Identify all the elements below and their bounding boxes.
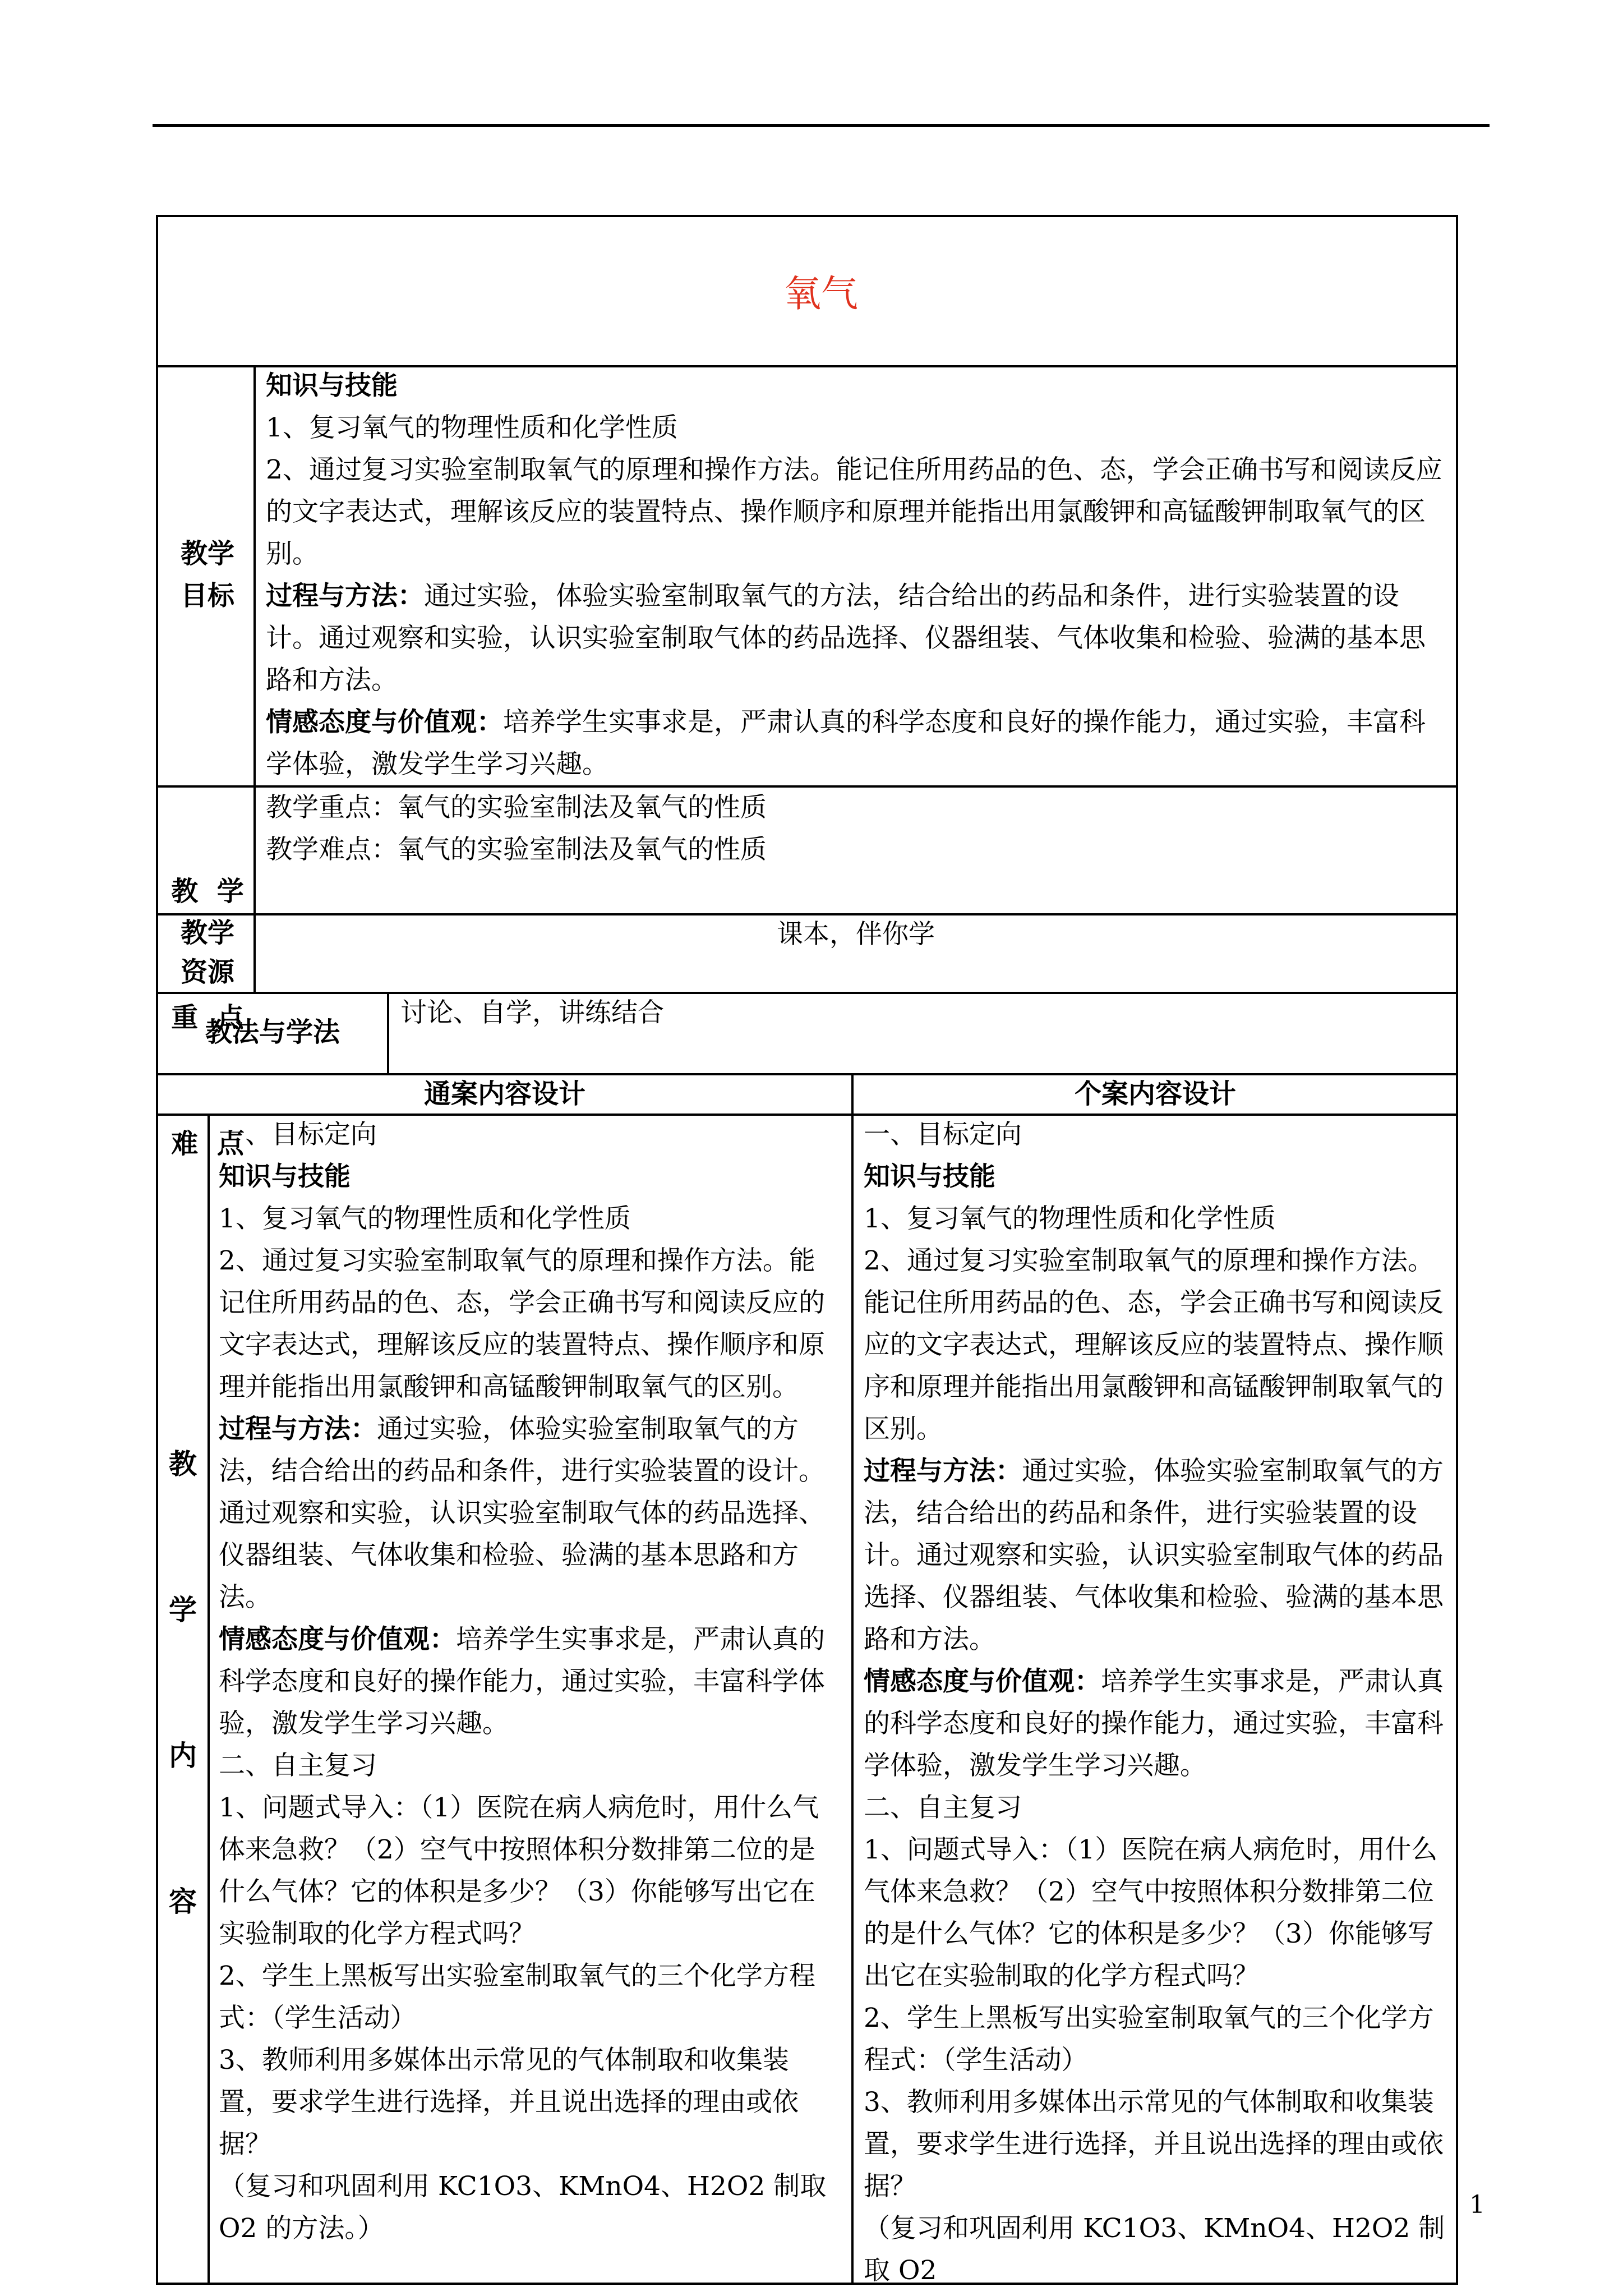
objectives-attitude: 情感态度与价值观：培养学生实事求是，严肃认真的科学态度和良好的操作能力，通过实验，丰富科学体验，激发学生学习兴趣。 xyxy=(266,707,1426,780)
individual-content xyxy=(864,1114,1447,2292)
section-skills-heading: 知识与技能 xyxy=(219,1161,351,1192)
col-divider xyxy=(253,365,256,992)
section-review: 二、自主复习 xyxy=(864,1792,1022,1823)
objectives-process: 过程与方法：通过实验，体验实验室制取氧气的方法，结合给出的药品和条件，进行实验装置的设计。通过观察和实验，认识实验室制取气体的药品选择、仪器组装、气体收集和检验、验满的基本思路和方法。 xyxy=(266,581,1426,696)
review-question-2: 2、学生上黑板写出实验室制取氧气的三个化学方程式：（学生活动） xyxy=(864,2003,1434,2076)
content-item-2: 2、通过复习实验室制取氧气的原理和操作方法。能记住所用药品的色、态，学会正确书写和阅读反应的文字表达式，理解该反应的装置特点、操作顺序和原理并能指出用氯酸钾和高锰酸钾制取氧气的区别。 xyxy=(219,1245,825,1402)
teaching-focus: 教学重点：氧气的实验室制法及氧气的性质 xyxy=(266,792,767,823)
resources-label: 教学 资源 xyxy=(180,917,234,988)
side-label-char: 内 xyxy=(169,1739,197,1772)
key-points-label: 教 学 重 点 难 点 xyxy=(171,876,244,1159)
page-title: 氧气 xyxy=(784,272,858,315)
resources-value: 课本，伴你学 xyxy=(777,919,935,950)
review-question-1: 1、问题式导入：（1）医院在病人病危时，用什么气体来急救？（2）空气中按照体积分数排第二位的是什么气体？它的体积是多少？（3）你能够写出它在实验制取的化学方程式吗？ xyxy=(864,1834,1438,1991)
content-item-1: 1、复习氧气的物理性质和化学性质 xyxy=(219,1203,631,1234)
side-label-char: 容 xyxy=(169,1885,197,1918)
column-header-individual: 个案内容设计 xyxy=(1074,1078,1236,1110)
content-attitude: 情感态度与价值观：培养学生实事求是，严肃认真的科学态度和良好的操作能力，通过实验，丰富科学体验，激发学生学习兴趣。 xyxy=(864,1666,1444,1781)
teaching-difficulty: 教学难点：氧气的实验室制法及氧气的性质 xyxy=(266,834,767,865)
content-attitude: 情感态度与价值观：培养学生实事求是，严肃认真的科学态度和良好的操作能力，通过实验，丰富科学体验，激发学生学习兴趣。 xyxy=(219,1624,825,1739)
review-question-3: 3、教师利用多媒体出示常见的气体制取和收集装置，要求学生进行选择，并且说出选择的理由或依据？ xyxy=(219,2045,799,2160)
section-goal: 一、目标定向 xyxy=(219,1119,377,1150)
col-divider xyxy=(851,1073,854,2285)
review-question-3: 3、教师利用多媒体出示常见的气体制取和收集装置，要求学生进行选择，并且说出选择的理由或依据？ xyxy=(864,2087,1444,2202)
objectives-item-2: 2、通过复习实验室制取氧气的原理和操作方法。能记住所用药品的色、态，学会正确书写和阅读反应的文字表达式，理解该反应的装置特点、操作顺序和原理并能指出用氯酸钾和高锰酸钾制取氧气的区别。 xyxy=(266,454,1442,569)
objectives-heading-skills: 知识与技能 xyxy=(266,370,398,401)
section-goal: 一、目标定向 xyxy=(864,1119,1022,1150)
methods-value: 讨论、自学，讲练结合 xyxy=(400,997,664,1028)
page-number: 1 xyxy=(1469,2191,1485,2219)
side-label-char: 教 xyxy=(169,1447,197,1480)
general-content xyxy=(219,1114,840,2249)
objectives-text xyxy=(266,365,1444,785)
col-divider xyxy=(208,1114,210,2285)
col-divider xyxy=(387,992,389,1073)
objectives-item-1: 1、复习氧气的物理性质和化学性质 xyxy=(266,412,678,443)
column-header-general: 通案内容设计 xyxy=(423,1078,585,1110)
review-note: （复习和巩固利用 KC1O3、KMnO4、H2O2 制取 O2 的方法。） xyxy=(219,2171,827,2244)
content-process: 过程与方法：通过实验，体验实验室制取氧气的方法，结合给出的药品和条件，进行实验装置的设计。通过观察和实验，认识实验室制取气体的药品选择、仪器组装、气体收集和检验、验满的基本思路和方法。 xyxy=(219,1414,825,1613)
section-skills-heading: 知识与技能 xyxy=(864,1161,995,1192)
side-label-char: 学 xyxy=(169,1593,197,1626)
methods-label: 教法与学法 xyxy=(205,1016,340,1048)
objectives-label: 教学 目标 xyxy=(180,538,234,611)
review-question-2: 2、学生上黑板写出实验室制取氧气的三个化学方程式：（学生活动） xyxy=(219,1961,815,2033)
content-process: 过程与方法：通过实验，体验实验室制取氧气的方法，结合给出的药品和条件，进行实验装置的设计。通过观察和实验，认识实验室制取气体的药品选择、仪器组装、气体收集和检验、验满的基本思路和方法。 xyxy=(864,1456,1444,1655)
content-item-1: 1、复习氧气的物理性质和化学性质 xyxy=(864,1203,1276,1234)
review-question-1: 1、问题式导入：（1）医院在病人病危时，用什么气体来急救？（2）空气中按照体积分数排第二位的是什么气体？它的体积是多少？（3）你能够写出它在实验制取的化学方程式吗？ xyxy=(219,1792,819,1949)
header-rule xyxy=(153,124,1490,127)
content-item-2: 2、通过复习实验室制取氧气的原理和操作方法。能记住所用药品的色、态，学会正确书写和阅读反应的文字表达式，理解该反应的装置特点、操作顺序和原理并能指出用氯酸钾和高锰酸钾制取氧气的区别。 xyxy=(864,1245,1444,1444)
key-points-text xyxy=(266,786,1444,871)
review-note: （复习和巩固利用 KC1O3、KMnO4、H2O2 制取 O2 xyxy=(864,2213,1445,2286)
section-review: 二、自主复习 xyxy=(219,1750,377,1781)
